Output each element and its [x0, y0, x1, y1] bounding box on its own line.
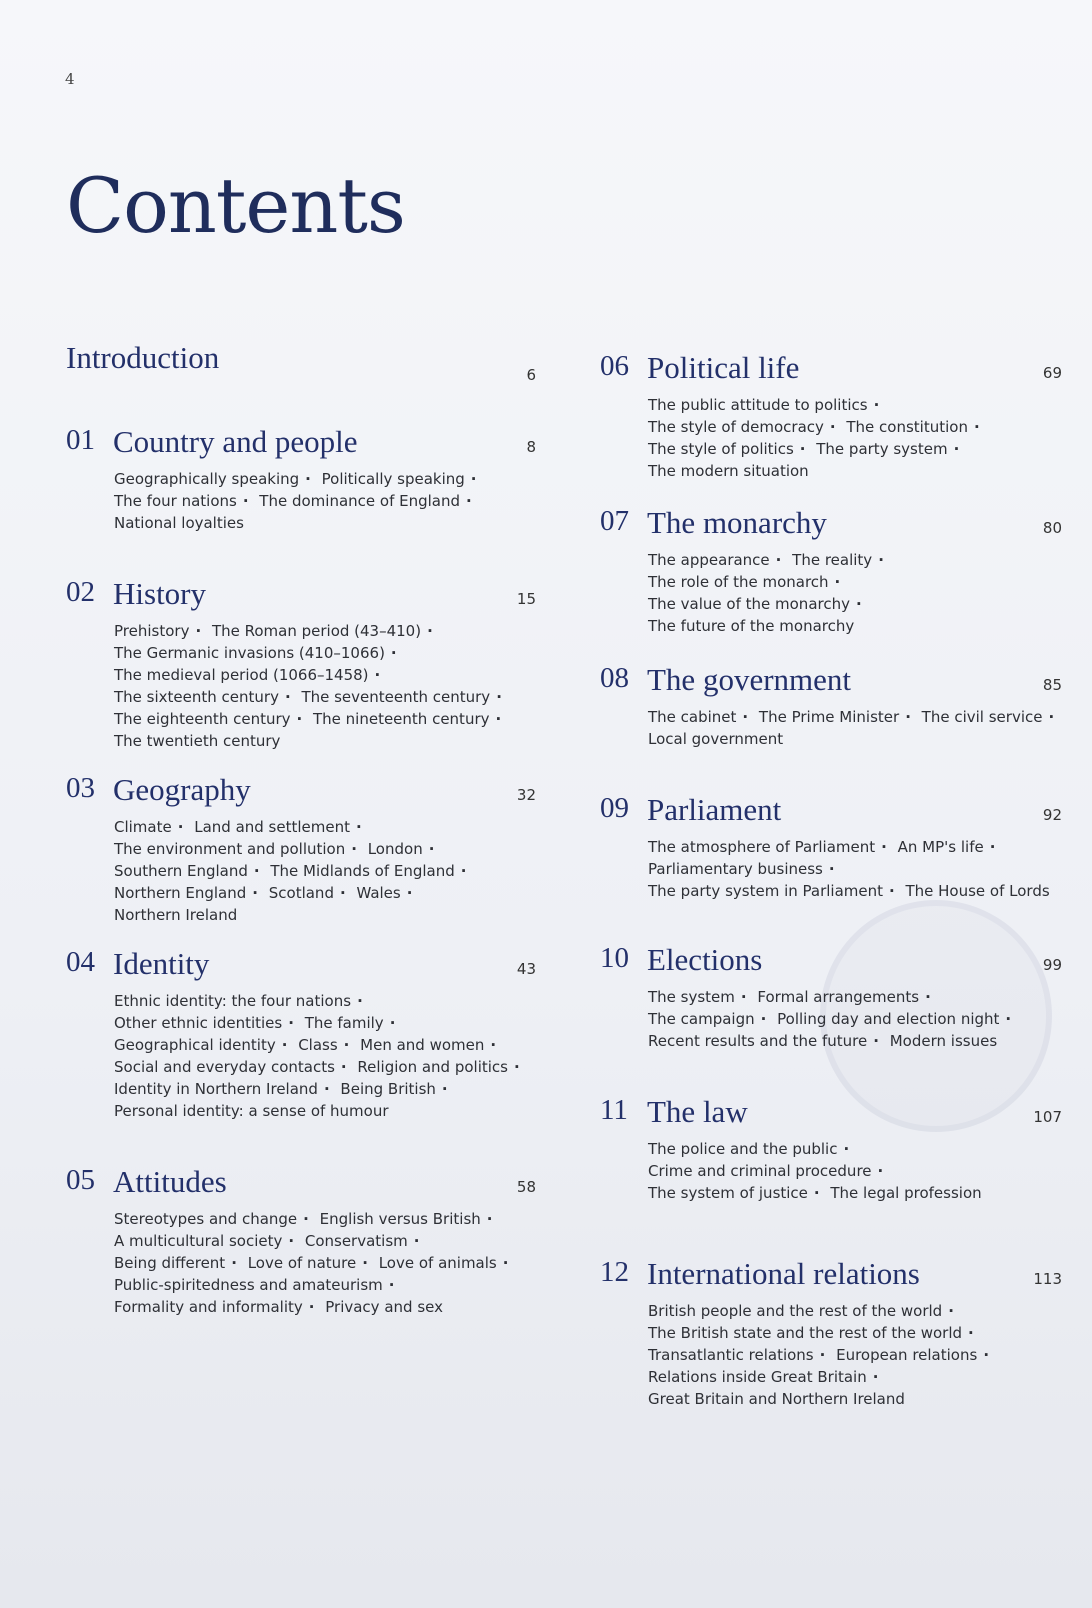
topic-item: The style of politics	[648, 440, 794, 458]
topic-item: Being different	[114, 1254, 226, 1272]
bullet-separator: ·	[878, 551, 884, 569]
topic-item: The system of justice	[648, 1184, 808, 1202]
chapter-heading	[66, 576, 536, 616]
introduction-title: Introduction	[66, 340, 220, 375]
topic-item: Formality and informality	[114, 1298, 303, 1316]
bullet-separator: ·	[834, 573, 841, 591]
chapter-topics	[114, 816, 536, 926]
bullet-separator: ·	[252, 884, 258, 902]
bullet-separator: ·	[177, 818, 184, 836]
chapter-title: Identity	[113, 946, 210, 981]
topic-item: Relations inside Great Britain	[648, 1368, 867, 1386]
chapter-number: 08	[600, 662, 629, 694]
bullet-separator: ·	[490, 1036, 497, 1054]
bullet-separator: ·	[828, 860, 835, 878]
bullet-separator: ·	[355, 818, 362, 836]
chapter-topics	[648, 1138, 1062, 1204]
topic-item: English versus British	[319, 1210, 481, 1228]
chapter-page-number: 99	[1042, 956, 1062, 974]
bullet-separator: ·	[357, 992, 363, 1010]
chapter-heading	[600, 505, 1062, 545]
chapter-heading	[600, 1094, 1062, 1134]
chapter-heading	[600, 662, 1062, 702]
chapter-page-number: 32	[516, 786, 536, 804]
bullet-separator: ·	[427, 622, 433, 640]
chapter-title: History	[113, 576, 206, 611]
chapter-entry	[600, 505, 1062, 637]
topic-item: Love of animals	[378, 1254, 497, 1272]
chapter-entry	[600, 1094, 1062, 1204]
chapter-page-number: 43	[516, 960, 536, 978]
chapter-title: Country and people	[113, 424, 358, 459]
topic-item: The twentieth century	[114, 732, 281, 750]
chapter-topics	[648, 986, 1062, 1052]
bullet-separator: ·	[362, 1254, 368, 1272]
bullet-separator: ·	[760, 1010, 767, 1028]
topic-item: The dominance of England	[259, 492, 461, 510]
topic-item: Scotland	[268, 884, 334, 902]
chapter-topics	[648, 549, 1062, 637]
bullet-separator: ·	[305, 470, 311, 488]
topic-item: The seventeenth century	[301, 688, 491, 706]
bullet-separator: ·	[340, 1058, 347, 1076]
bullet-separator: ·	[389, 1014, 396, 1032]
topic-item: European relations	[836, 1346, 978, 1364]
topic-item: The campaign	[648, 1010, 755, 1028]
chapter-entry	[600, 662, 1062, 750]
chapter-number: 01	[66, 424, 95, 456]
chapter-entry	[600, 792, 1062, 902]
bullet-separator: ·	[496, 688, 502, 706]
bullet-separator: ·	[374, 666, 381, 684]
chapter-number: 06	[600, 350, 629, 382]
topic-item: Public-spiritedness and amateurism	[114, 1276, 383, 1294]
bullet-separator: ·	[968, 1324, 974, 1342]
topic-item: The civil service	[921, 708, 1043, 726]
topic-item: Privacy and sex	[325, 1298, 443, 1316]
topic-item: Prehistory	[114, 622, 190, 640]
topic-item: The legal profession	[830, 1184, 982, 1202]
chapter-entry	[66, 424, 536, 534]
bullet-separator: ·	[829, 418, 836, 436]
topic-item: Identity in Northern Ireland	[114, 1080, 318, 1098]
chapter-title: Political life	[647, 350, 800, 385]
chapter-heading	[600, 792, 1062, 832]
bullet-separator: ·	[390, 644, 397, 662]
topic-item: Religion and politics	[357, 1058, 508, 1076]
topic-item: Social and everyday contacts	[114, 1058, 335, 1076]
topic-item: Land and settlement	[194, 818, 350, 836]
chapter-heading	[600, 350, 1062, 390]
bullet-separator: ·	[281, 1036, 288, 1054]
chapter-page-number: 85	[1042, 676, 1062, 694]
topic-item: British people and the rest of the world	[648, 1302, 943, 1320]
topic-item: Wales	[356, 884, 401, 902]
bullet-separator: ·	[1005, 1010, 1012, 1028]
page-number: 4	[65, 70, 75, 88]
chapter-number: 04	[66, 946, 95, 978]
bullet-separator: ·	[925, 988, 931, 1006]
topic-item: London	[367, 840, 423, 858]
bullet-separator: ·	[388, 1276, 395, 1294]
chapter-page-number: 69	[1042, 364, 1062, 382]
bullet-separator: ·	[872, 1368, 879, 1386]
chapter-title: Attitudes	[113, 1164, 227, 1199]
bullet-separator: ·	[470, 470, 477, 488]
chapter-number: 09	[600, 792, 629, 824]
topic-item: The future of the monarchy	[648, 617, 855, 635]
chapter-entry	[600, 350, 1062, 482]
topic-item: Recent results and the future	[648, 1032, 868, 1050]
topic-item: Local government	[648, 730, 784, 748]
chapter-entry	[66, 772, 536, 926]
chapter-page-number: 15	[516, 590, 536, 608]
chapter-title: International relations	[647, 1256, 920, 1291]
topic-item: Stereotypes and change	[114, 1210, 298, 1228]
chapter-topics	[648, 1300, 1062, 1410]
topic-item: Transatlantic relations	[648, 1346, 814, 1364]
topic-item: The family	[304, 1014, 384, 1032]
topic-item: Being British	[340, 1080, 436, 1098]
chapter-page-number: 113	[1033, 1270, 1062, 1288]
bullet-separator: ·	[1048, 708, 1055, 726]
chapter-number: 03	[66, 772, 95, 804]
topic-item: The Prime Minister	[758, 708, 900, 726]
topic-item: The atmosphere of Parliament	[648, 838, 876, 856]
topic-item: The police and the public	[648, 1140, 838, 1158]
bullet-separator: ·	[428, 840, 435, 858]
topic-item: Other ethnic identities	[114, 1014, 283, 1032]
topic-item: The modern situation	[648, 462, 809, 480]
bullet-separator: ·	[413, 1232, 420, 1250]
topic-item: Geographical identity	[114, 1036, 276, 1054]
bullet-separator: ·	[466, 492, 472, 510]
chapter-number: 11	[600, 1094, 628, 1126]
topic-item: The cabinet	[648, 708, 737, 726]
introduction-entry	[66, 340, 536, 384]
bullet-separator: ·	[296, 710, 303, 728]
topic-item: The Roman period (43–410)	[211, 622, 422, 640]
chapter-heading	[66, 1164, 536, 1204]
topic-item: Parliamentary business	[648, 860, 823, 878]
bullet-separator: ·	[195, 622, 202, 640]
bullet-separator: ·	[486, 1210, 493, 1228]
topic-item: Southern England	[114, 862, 248, 880]
chapter-heading	[66, 772, 536, 812]
bullet-separator: ·	[819, 1346, 826, 1364]
topic-item: The Midlands of England	[270, 862, 455, 880]
bullet-separator: ·	[441, 1080, 448, 1098]
bullet-separator: ·	[406, 884, 413, 902]
bullet-separator: ·	[308, 1298, 315, 1316]
chapter-topics	[114, 990, 536, 1122]
topic-item: The environment and pollution	[114, 840, 346, 858]
chapter-page-number: 58	[516, 1178, 536, 1196]
bullet-separator: ·	[323, 1080, 330, 1098]
chapter-entry	[66, 576, 536, 752]
bullet-separator: ·	[948, 1302, 954, 1320]
topic-item: The appearance	[648, 551, 770, 569]
topic-item: Politically speaking	[321, 470, 465, 488]
chapter-title: Geography	[113, 772, 251, 807]
topic-item: The British state and the rest of the world	[648, 1324, 963, 1342]
topic-item: The eighteenth century	[114, 710, 291, 728]
bullet-separator: ·	[242, 492, 249, 510]
bullet-separator: ·	[881, 838, 887, 856]
topic-item: National loyalties	[114, 514, 244, 532]
bullet-separator: ·	[799, 440, 806, 458]
chapter-topics	[648, 394, 1062, 482]
bullet-separator: ·	[339, 884, 346, 902]
bullet-separator: ·	[288, 1232, 295, 1250]
bullet-separator: ·	[460, 862, 467, 880]
chapter-title: The law	[647, 1094, 748, 1129]
topic-item: The style of democracy	[648, 418, 824, 436]
bullet-separator: ·	[343, 1036, 350, 1054]
bullet-separator: ·	[855, 595, 862, 613]
bullet-separator: ·	[303, 1210, 309, 1228]
bullet-separator: ·	[775, 551, 782, 569]
bullet-separator: ·	[742, 708, 749, 726]
chapter-number: 02	[66, 576, 95, 608]
bullet-separator: ·	[740, 988, 747, 1006]
chapter-number: 07	[600, 505, 629, 537]
bullet-separator: ·	[351, 840, 357, 858]
contents-title: Contents	[66, 161, 405, 250]
bullet-separator: ·	[514, 1058, 520, 1076]
topic-item: The party system	[816, 440, 948, 458]
chapter-topics	[114, 620, 536, 752]
bullet-separator: ·	[253, 862, 260, 880]
topic-item: The role of the monarch	[648, 573, 829, 591]
topic-item: Northern Ireland	[114, 906, 238, 924]
chapter-title: The monarchy	[647, 505, 827, 540]
bullet-separator: ·	[288, 1014, 294, 1032]
bullet-separator: ·	[989, 838, 996, 856]
chapter-number: 10	[600, 942, 629, 974]
chapter-entry	[600, 1256, 1062, 1410]
bullet-separator: ·	[889, 882, 895, 900]
topic-item: Climate	[114, 818, 172, 836]
chapter-heading	[600, 942, 1062, 982]
chapter-topics	[648, 836, 1062, 902]
chapter-number: 12	[600, 1256, 629, 1288]
bullet-separator: ·	[231, 1254, 237, 1272]
topic-item: The party system in Parliament	[648, 882, 883, 900]
topic-item: The constitution	[846, 418, 968, 436]
topic-item: Crime and criminal procedure	[648, 1162, 872, 1180]
topic-item: A multicultural society	[114, 1232, 283, 1250]
chapter-title: Elections	[647, 942, 763, 977]
chapter-topics	[648, 706, 1062, 750]
topic-item: The public attitude to politics	[648, 396, 868, 414]
chapter-page-number: 107	[1033, 1108, 1062, 1126]
topic-item: An MP's life	[897, 838, 984, 856]
topic-item: Love of nature	[247, 1254, 357, 1272]
topic-item: Modern issues	[889, 1032, 998, 1050]
bullet-separator: ·	[905, 708, 911, 726]
bullet-separator: ·	[877, 1162, 884, 1180]
chapter-page-number: 92	[1042, 806, 1062, 824]
topic-item: Class	[298, 1036, 338, 1054]
topic-item: The four nations	[114, 492, 237, 510]
chapter-entry	[600, 942, 1062, 1052]
chapter-title: Parliament	[647, 792, 782, 827]
topic-item: The medieval period (1066–1458)	[114, 666, 369, 684]
chapter-title: The government	[647, 662, 852, 697]
topic-item: The House of Lords	[905, 882, 1050, 900]
chapter-heading	[600, 1256, 1062, 1296]
chapter-entry	[66, 946, 536, 1122]
bullet-separator: ·	[873, 396, 880, 414]
bullet-separator: ·	[284, 688, 291, 706]
topic-item: Ethnic identity: the four nations	[114, 992, 352, 1010]
bullet-separator: ·	[843, 1140, 850, 1158]
topic-item: The value of the monarchy	[648, 595, 850, 613]
topic-item: Formal arrangements	[757, 988, 920, 1006]
topic-item: Polling day and election night	[777, 1010, 1000, 1028]
chapter-entry	[66, 1164, 536, 1318]
topic-item: Great Britain and Northern Ireland	[648, 1390, 905, 1408]
topic-item: Geographically speaking	[114, 470, 300, 488]
bullet-separator: ·	[953, 440, 960, 458]
bullet-separator: ·	[873, 1032, 879, 1050]
bullet-separator: ·	[973, 418, 980, 436]
topic-item: The nineteenth century	[313, 710, 490, 728]
introduction-page: 6	[526, 366, 536, 384]
topic-item: Men and women	[360, 1036, 485, 1054]
bullet-separator: ·	[502, 1254, 509, 1272]
chapter-page-number: 80	[1042, 519, 1062, 537]
chapter-topics	[114, 1208, 536, 1318]
chapter-heading	[66, 424, 536, 464]
topic-item: Northern England	[114, 884, 247, 902]
chapter-page-number: 8	[526, 438, 536, 456]
topic-item: The sixteenth century	[114, 688, 279, 706]
bullet-separator: ·	[495, 710, 502, 728]
topic-item: The Germanic invasions (410–1066)	[114, 644, 385, 662]
topic-item: Conservatism	[304, 1232, 408, 1250]
bullet-separator: ·	[983, 1346, 990, 1364]
topic-item: The system	[648, 988, 735, 1006]
chapter-heading	[66, 946, 536, 986]
chapter-number: 05	[66, 1164, 95, 1196]
topic-item: Personal identity: a sense of humour	[114, 1102, 389, 1120]
chapter-topics	[114, 468, 536, 534]
bullet-separator: ·	[813, 1184, 820, 1202]
topic-item: The reality	[792, 551, 873, 569]
